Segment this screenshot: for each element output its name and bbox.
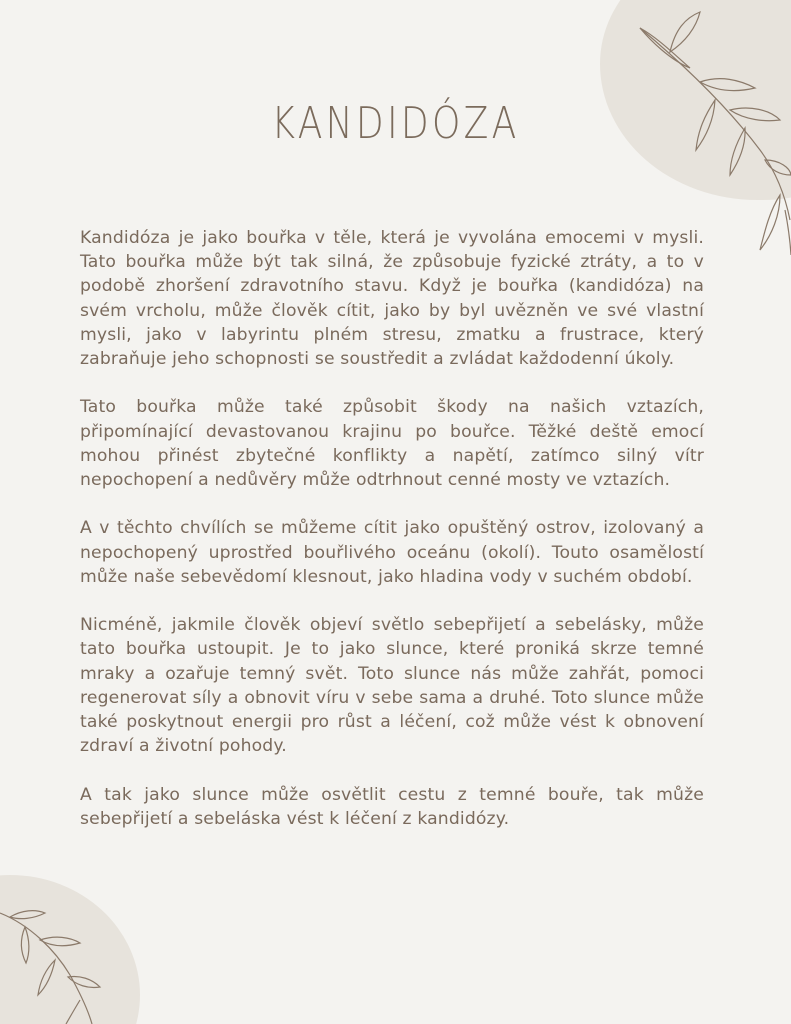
paragraph: Tato bouřka může také způsobit škody na našich vztazích, připomínající devastovanou krajinu po bouřce. Těžké deště emocí mohou přinést zbytečné konflikty a napětí, zatímco silný vítr nepochopení a nedůvěry může odtrhnout cenné mosty ve vztazích.: [80, 397, 704, 491]
paragraph: A tak jako slunce může osvětlit cestu z temné bouře, tak může sebepřijetí a sebeláska vést k léčení z kandidózy.: [80, 784, 704, 829]
paragraph: Nicméně, jakmile člověk objeví světlo sebepřijetí a sebelásky, může tato bouřka ustoupit. Je to jako slunce, které proniká skrze temné mraky a ozařuje temný svět. Toto slunce nás může zahřát, pomoci regenerovat síly a obnovit víru v sebe sama a druhé. Toto slunce může také poskytnout energii pro růst a léčení, což může vést k obnovení zdraví a životní pohody.: [80, 615, 704, 757]
paragraph: Kandidóza je jako bouřka v těle, která je vyvolána emocemi v mysli. Tato bouřka může být tak silná, že způsobuje fyzické ztráty, a to v podobě zhoršení zdravotního stavu. Když je bouřka (kandidóza) na svém vrcholu, může člověk cítit, jako by byl uvězněn ve své vlastní mysli, jako v labyrintu plném stresu, zmatku a frustrace, který zabraňuje jeho schopnosti se soustředit a zvládat každodenní úkoly.: [80, 228, 704, 370]
body-text: [80, 226, 704, 855]
page-title: KANDIDÓZA: [271, 98, 520, 149]
leaf-branch-icon: [0, 905, 110, 1024]
paragraph: A v těchto chvílích se můžeme cítit jako opuštěný ostrov, izolovaný a nepochopený uprostřed bouřlivého oceánu (okolí). Touto osamělostí může naše sebevědomí klesnout, jako hladina vody v suchém období.: [80, 518, 704, 587]
